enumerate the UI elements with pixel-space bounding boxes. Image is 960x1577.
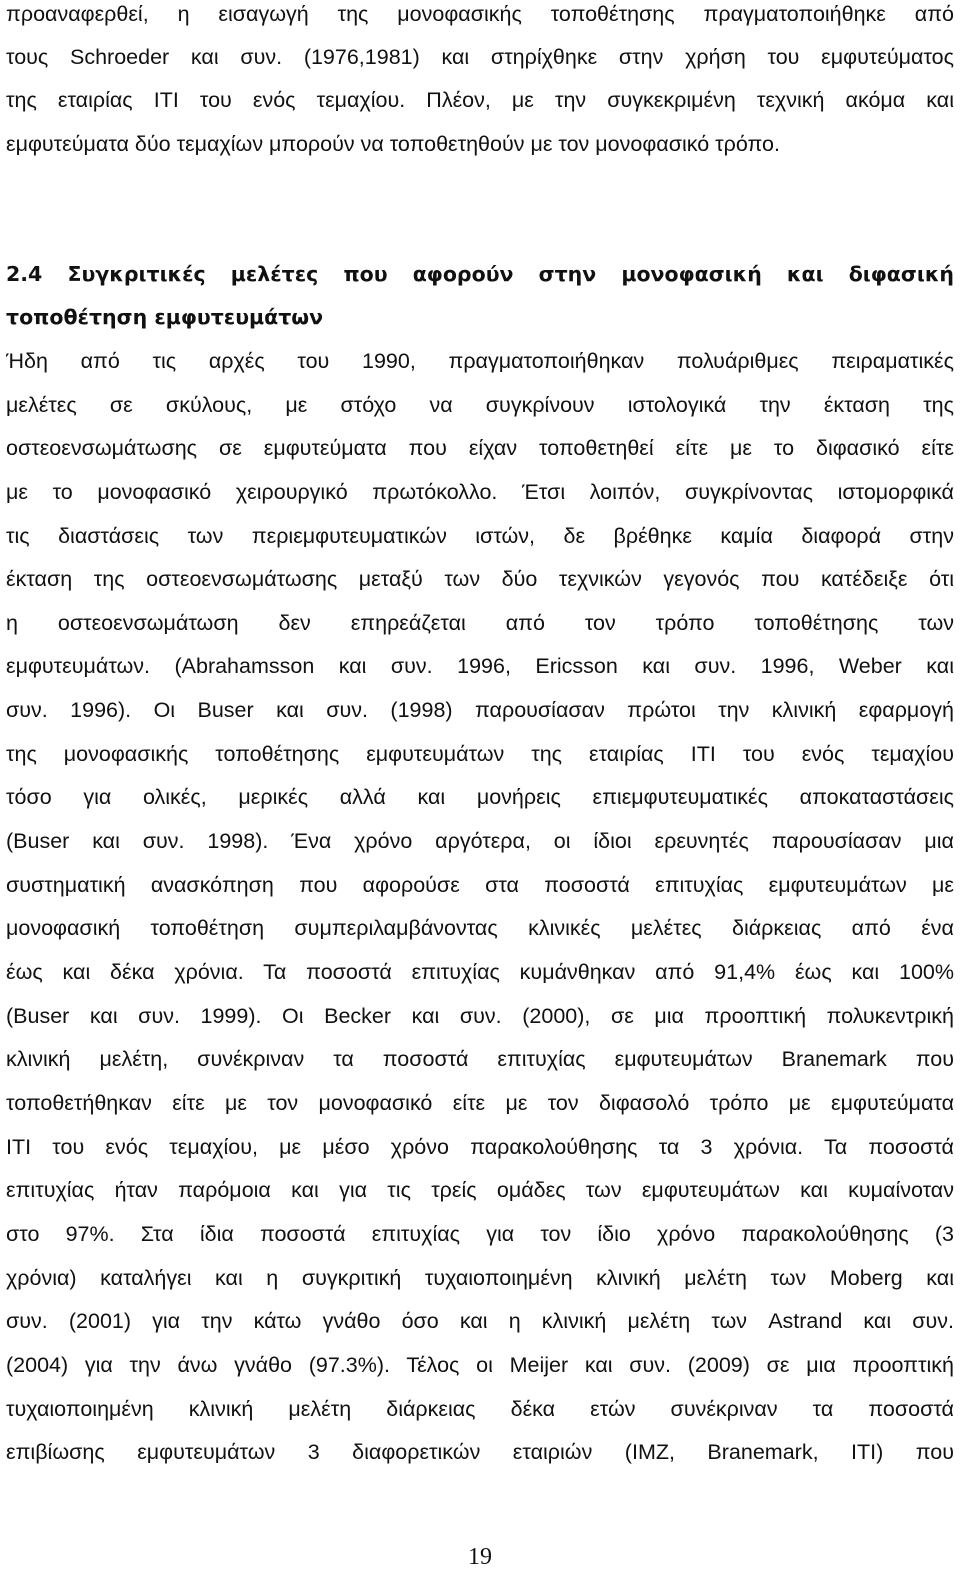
text-line: Ήδη από τις αρχές του 1990, πραγματοποιήθηκαν πολυάριθμες πειραματικές <box>6 349 954 373</box>
text-line: της εταιρίας ITI του ενός τεμαχίου. Πλέον, με την συγκεκριμένη τεχνική ακόμα και <box>6 88 954 112</box>
text-line: τις διαστάσεις των περιεμφυτευματικών ιστών, δε βρέθηκε καμία διαφορά στην <box>6 524 954 548</box>
page-number: 19 <box>468 1544 492 1570</box>
text-line: εμφυτεύματα δύο τεμαχίων μπορούν να τοποθετηθούν με τον μονοφασικό τρόπο. <box>6 132 780 156</box>
text-line: της μονοφασικής τοποθέτησης εμφυτευμάτων της εταιρίας ITI του ενός τεμαχίου <box>6 742 954 766</box>
text-line: χρόνια) καταλήγει και η συγκριτική τυχαιοποιημένη κλινική μελέτη των Moberg και <box>6 1266 954 1290</box>
text-line: εμφυτευμάτων. (Abrahamsson και συν. 1996, Ericsson και συν. 1996, Weber και <box>6 654 954 678</box>
text-line: κλινική μελέτη, συνέκριναν τα ποσοστά επιτυχίας εμφυτευμάτων Branemark που <box>6 1047 954 1071</box>
text-line: τοποθετήθηκαν είτε με τον μονοφασικό είτε με τον διφασολό τρόπο με εμφυτεύματα <box>6 1091 954 1115</box>
text-line: (2004) για την άνω γνάθο (97.3%). Τέλος οι Meijer και συν. (2009) σε μια προοπτική <box>6 1353 954 1377</box>
text-line: συν. (2001) για την κάτω γνάθο όσο και η κλινική μελέτη των Astrand και συν. <box>6 1309 954 1333</box>
text-line: επιβίωσης εμφυτευμάτων 3 διαφορετικών εταιριών (IMZ, Branemark, ITI) που <box>6 1440 954 1464</box>
text-line: τους Schroeder και συν. (1976,1981) και στηρίχθηκε στην χρήση του εμφυτεύματος <box>6 45 954 69</box>
text-line: τυχαιοποιημένη κλινική μελέτη διάρκειας δέκα ετών συνέκριναν τα ποσοστά <box>6 1397 954 1421</box>
text-line: (Buser και συν. 1998). Ένα χρόνο αργότερα, οι ίδιοι ερευνητές παρουσίασαν μια <box>6 829 954 853</box>
section-heading-line: 2.4 Συγκριτικές μελέτες που αφορούν στην μονοφασική και διφασική <box>6 262 954 286</box>
text-line: η οστεοενσωμάτωση δεν επηρεάζεται από τον τρόπο τοποθέτησης των <box>6 611 954 635</box>
text-line: έως και δέκα χρόνια. Τα ποσοστά επιτυχίας κυμάνθηκαν από 91,4% έως και 100% <box>6 960 954 984</box>
section-heading-line: τοποθέτηση εμφυτευμάτων <box>6 305 324 329</box>
text-line: (Buser και συν. 1999). Οι Becker και συν. (2000), σε μια προοπτική πολυκεντρική <box>6 1004 954 1028</box>
text-line: μελέτες σε σκύλους, με στόχο να συγκρίνουν ιστολογικά την έκταση της <box>6 393 954 417</box>
text-line: συν. 1996). Οι Buser και συν. (1998) παρουσίασαν πρώτοι την κλινική εφαρμογή <box>6 698 954 722</box>
text-line: ITI του ενός τεμαχίου, με μέσο χρόνο παρακολούθησης τα 3 χρόνια. Τα ποσοστά <box>6 1135 954 1159</box>
text-line: στο 97%. Στα ίδια ποσοστά επιτυχίας για τον ίδιο χρόνο παρακολούθησης (3 <box>6 1222 954 1246</box>
text-line: έκταση της οστεοενσωμάτωσης μεταξύ των δύο τεχνικών γεγονός που κατέδειξε ότι <box>6 567 954 591</box>
text-line: προαναφερθεί, η εισαγωγή της μονοφασικής τοποθέτησης πραγματοποιήθηκε από <box>6 2 954 26</box>
text-line: τόσο για ολικές, μερικές αλλά και μονήρεις επιεμφυτευματικές αποκαταστάσεις <box>6 785 954 809</box>
text-line: μονοφασική τοποθέτηση συμπεριλαμβάνοντας κλινικές μελέτες διάρκειας από ένα <box>6 916 954 940</box>
text-line: με το μονοφασικό χειρουργικό πρωτόκολλο. Έτσι λοιπόν, συγκρίνοντας ιστομορφικά <box>6 480 954 504</box>
text-line: συστηματική ανασκόπηση που αφορούσε στα ποσοστά επιτυχίας εμφυτευμάτων με <box>6 873 954 897</box>
text-line: οστεοενσωμάτωσης σε εμφυτεύματα που είχαν τοποθετηθεί είτε με το διφασικό είτε <box>6 436 954 460</box>
text-line: επιτυχίας ήταν παρόμοια και για τις τρείς ομάδες των εμφυτευμάτων και κυμαίνοταν <box>6 1178 954 1202</box>
